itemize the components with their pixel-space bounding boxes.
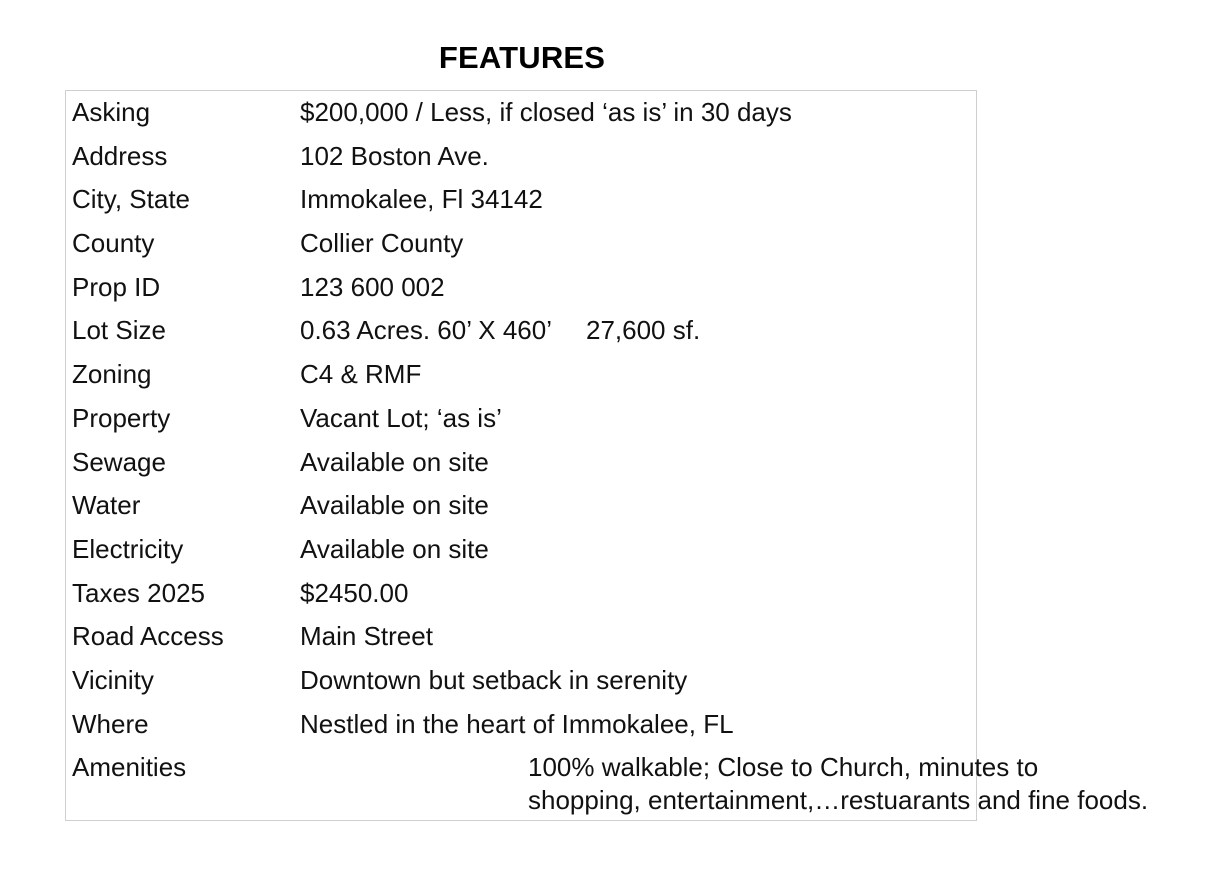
- row-label: Address: [72, 140, 168, 171]
- row-value: Collier County: [300, 228, 464, 259]
- row-county: [72, 227, 972, 271]
- row-zoning: [72, 358, 972, 402]
- row-label: Electricity: [72, 533, 184, 564]
- row-value: 123 600 002: [300, 271, 445, 302]
- row-value: [300, 314, 700, 347]
- features-table: [65, 90, 1149, 821]
- row-property: [72, 402, 972, 446]
- row-value: Available on site: [300, 490, 489, 521]
- row-label: Where: [72, 708, 149, 739]
- row-value: Main Street: [300, 621, 433, 652]
- row-value: Available on site: [300, 446, 489, 477]
- row-label: Taxes 2025: [72, 577, 205, 608]
- row-label: Road Access: [72, 621, 224, 652]
- row-label: Zoning: [72, 359, 152, 390]
- row-vicinity: [72, 664, 972, 708]
- row-label: Lot Size: [72, 315, 166, 346]
- row-label: Sewage: [72, 446, 166, 477]
- row-electricity: [72, 533, 972, 577]
- row-value: $200,000 / Less, if closed ‘as is’ in 30 days: [300, 97, 792, 127]
- row-label: Prop ID: [72, 271, 161, 302]
- row-lot-size: [72, 314, 972, 358]
- row-label: County: [72, 228, 155, 259]
- amenities-line-2: shopping, entertainment,…restuarants and fine foods.: [528, 785, 1149, 816]
- row-taxes: [72, 577, 972, 621]
- row-label: Vicinity: [72, 664, 154, 695]
- row-value: Vacant Lot; ‘as is’: [300, 402, 502, 433]
- row-label: Water: [72, 490, 141, 521]
- row-label: Asking: [72, 97, 151, 127]
- row-address: [72, 140, 972, 184]
- row-label: City, State: [72, 184, 191, 215]
- row-label: Property: [72, 402, 171, 433]
- row-city-state: [72, 183, 972, 227]
- row-amenities: [72, 751, 1149, 817]
- row-value: C4 & RMF: [300, 359, 422, 390]
- lot-dimensions: 0.63 Acres. 60’ X 460’: [300, 315, 552, 346]
- amenities-line-1: 100% walkable; Close to Church, minutes to: [528, 752, 1039, 783]
- row-value: Available on site: [300, 533, 489, 564]
- row-value: Immokalee, Fl 34142: [300, 184, 543, 215]
- row-sewage: [72, 446, 972, 490]
- row-prop-id: [72, 271, 972, 315]
- row-label: Amenities: [72, 752, 187, 783]
- row-water: [72, 489, 972, 533]
- row-value: Nestled in the heart of Immokalee, FL: [300, 708, 734, 739]
- row-where: [72, 708, 972, 752]
- page-title: FEATURES: [438, 40, 606, 75]
- row-value: $2450.00: [300, 577, 409, 608]
- row-asking: [72, 96, 972, 140]
- row-value: Downtown but setback in serenity: [300, 664, 688, 695]
- row-road-access: [72, 620, 972, 664]
- lot-square-feet: 27,600 sf.: [585, 315, 701, 346]
- features-rows: [72, 96, 1149, 817]
- row-value: 102 Boston Ave.: [300, 140, 489, 171]
- row-value: [528, 751, 1208, 817]
